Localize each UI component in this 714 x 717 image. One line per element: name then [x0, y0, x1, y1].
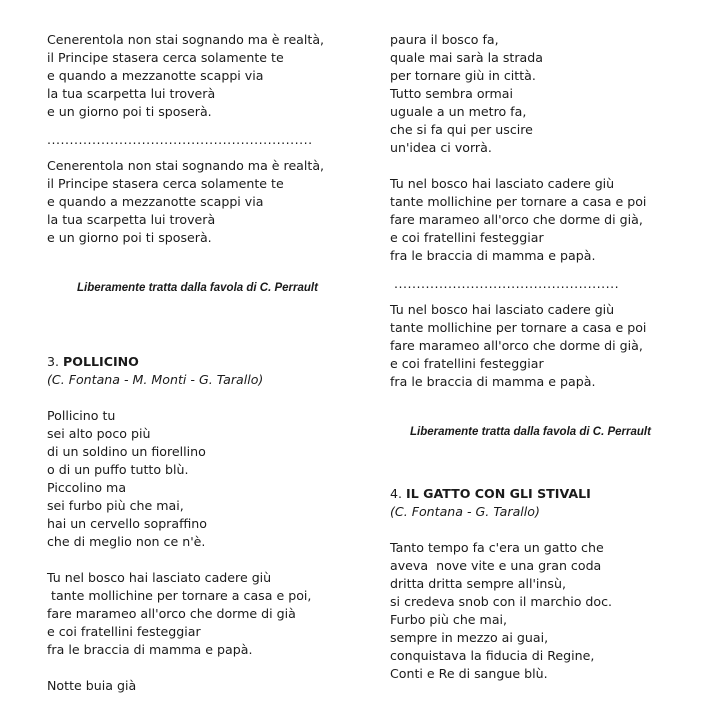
stanza	[390, 31, 710, 157]
lyric-line: e quando a mezzanotte scappi via	[47, 68, 264, 83]
lyric-line: Notte buia già	[47, 678, 137, 693]
lyric-line: fare marameo all'orco che dorme di già,	[390, 338, 643, 353]
lyric-line: fra le braccia di mamma e papà.	[390, 248, 596, 263]
lyric-line: Cenerentola non stai sognando ma è realtà,	[47, 32, 325, 47]
lyric-line: hai un cervello sopraffino	[47, 516, 207, 531]
lyric-line: tante mollichine per tornare a casa e poi	[390, 320, 647, 335]
lyric-line: fra le braccia di mamma e papà.	[390, 374, 596, 389]
credit-line: Liberamente tratta dalla favola di C. Perrault	[410, 426, 651, 438]
lyric-line: il Principe stasera cerca solamente te	[47, 176, 284, 191]
song-authors: (C. Fontana - M. Monti - G. Tarallo)	[47, 372, 264, 387]
stanza	[47, 569, 367, 659]
lyric-line: Tu nel bosco hai lasciato cadere giù	[390, 302, 615, 317]
lyric-line: o di un puffo tutto blù.	[47, 462, 189, 477]
lyric-line: paura il bosco fa,	[390, 32, 499, 47]
stanza	[47, 157, 367, 247]
song-name: IL GATTO CON GLI STIVALI	[406, 486, 591, 501]
lyric-line: la tua scarpetta lui troverà	[47, 86, 216, 101]
credit-line: Liberamente tratta dalla favola di C. Perrault	[77, 282, 318, 294]
lyric-line: Cenerentola non stai sognando ma è realtà,	[47, 158, 325, 173]
lyric-line: e coi fratellini festeggiar	[390, 230, 544, 245]
lyric-line: e coi fratellini festeggiar	[390, 356, 544, 371]
lyric-line: Tu nel bosco hai lasciato cadere giù	[47, 570, 272, 585]
lyric-line: Furbo più che mai,	[390, 612, 508, 627]
song-number: 4.	[390, 486, 407, 501]
lyric-line: che di meglio non ce n'è.	[47, 534, 206, 549]
stanza	[47, 677, 367, 695]
dotted-separator: ...........................................................	[47, 132, 313, 147]
stanza	[390, 301, 710, 391]
lyric-line: quale mai sarà la strada	[390, 50, 543, 65]
lyric-line: Conti e Re di sangue blù.	[390, 666, 548, 681]
song-number: 3.	[47, 354, 64, 369]
song-authors: (C. Fontana - G. Tarallo)	[390, 504, 540, 519]
lyric-line: conquistava la fiducia di Regine,	[390, 648, 595, 663]
song-name: POLLICINO	[63, 354, 139, 369]
lyric-line: sempre in mezzo ai guai,	[390, 630, 549, 645]
song-title	[47, 353, 367, 371]
left-column	[47, 31, 367, 695]
stanza	[47, 31, 367, 121]
lyric-line: Pollicino tu	[47, 408, 116, 423]
lyric-line: un'idea ci vorrà.	[390, 140, 492, 155]
stanza	[390, 175, 710, 265]
lyric-line: e un giorno poi ti sposerà.	[47, 104, 212, 119]
lyric-line: sei furbo più che mai,	[47, 498, 184, 513]
lyric-line: che si fa qui per uscire	[390, 122, 533, 137]
lyric-line: e coi fratellini festeggiar	[47, 624, 201, 639]
lyric-line: tante mollichine per tornare a casa e poi,	[47, 588, 312, 603]
lyric-line: aveva nove vite e una gran coda	[390, 558, 602, 573]
lyric-line: fare marameo all'orco che dorme di già	[47, 606, 296, 621]
stanza	[390, 539, 710, 683]
lyric-line: Tanto tempo fa c'era un gatto che	[390, 540, 604, 555]
song-title	[390, 485, 710, 503]
lyric-line: il Principe stasera cerca solamente te	[47, 50, 284, 65]
dotted-separator: ..................................................	[394, 276, 620, 291]
lyric-line: di un soldino un fiorellino	[47, 444, 206, 459]
lyric-line: uguale a un metro fa,	[390, 104, 527, 119]
lyric-line: e quando a mezzanotte scappi via	[47, 194, 264, 209]
stanza	[47, 407, 367, 551]
lyric-line: dritta dritta sempre all'insù,	[390, 576, 566, 591]
lyric-line: e un giorno poi ti sposerà.	[47, 230, 212, 245]
lyric-line: per tornare giù in città.	[390, 68, 536, 83]
lyric-line: sei alto poco più	[47, 426, 151, 441]
lyric-line: si credeva snob con il marchio doc.	[390, 594, 613, 609]
lyric-line: Piccolino ma	[47, 480, 127, 495]
lyric-line: Tu nel bosco hai lasciato cadere giù	[390, 176, 615, 191]
right-column	[390, 31, 710, 683]
lyric-line: fra le braccia di mamma e papà.	[47, 642, 253, 657]
lyric-line: tante mollichine per tornare a casa e poi	[390, 194, 647, 209]
lyric-line: Tutto sembra ormai	[390, 86, 513, 101]
lyric-line: fare marameo all'orco che dorme di già,	[390, 212, 643, 227]
lyric-line: la tua scarpetta lui troverà	[47, 212, 216, 227]
